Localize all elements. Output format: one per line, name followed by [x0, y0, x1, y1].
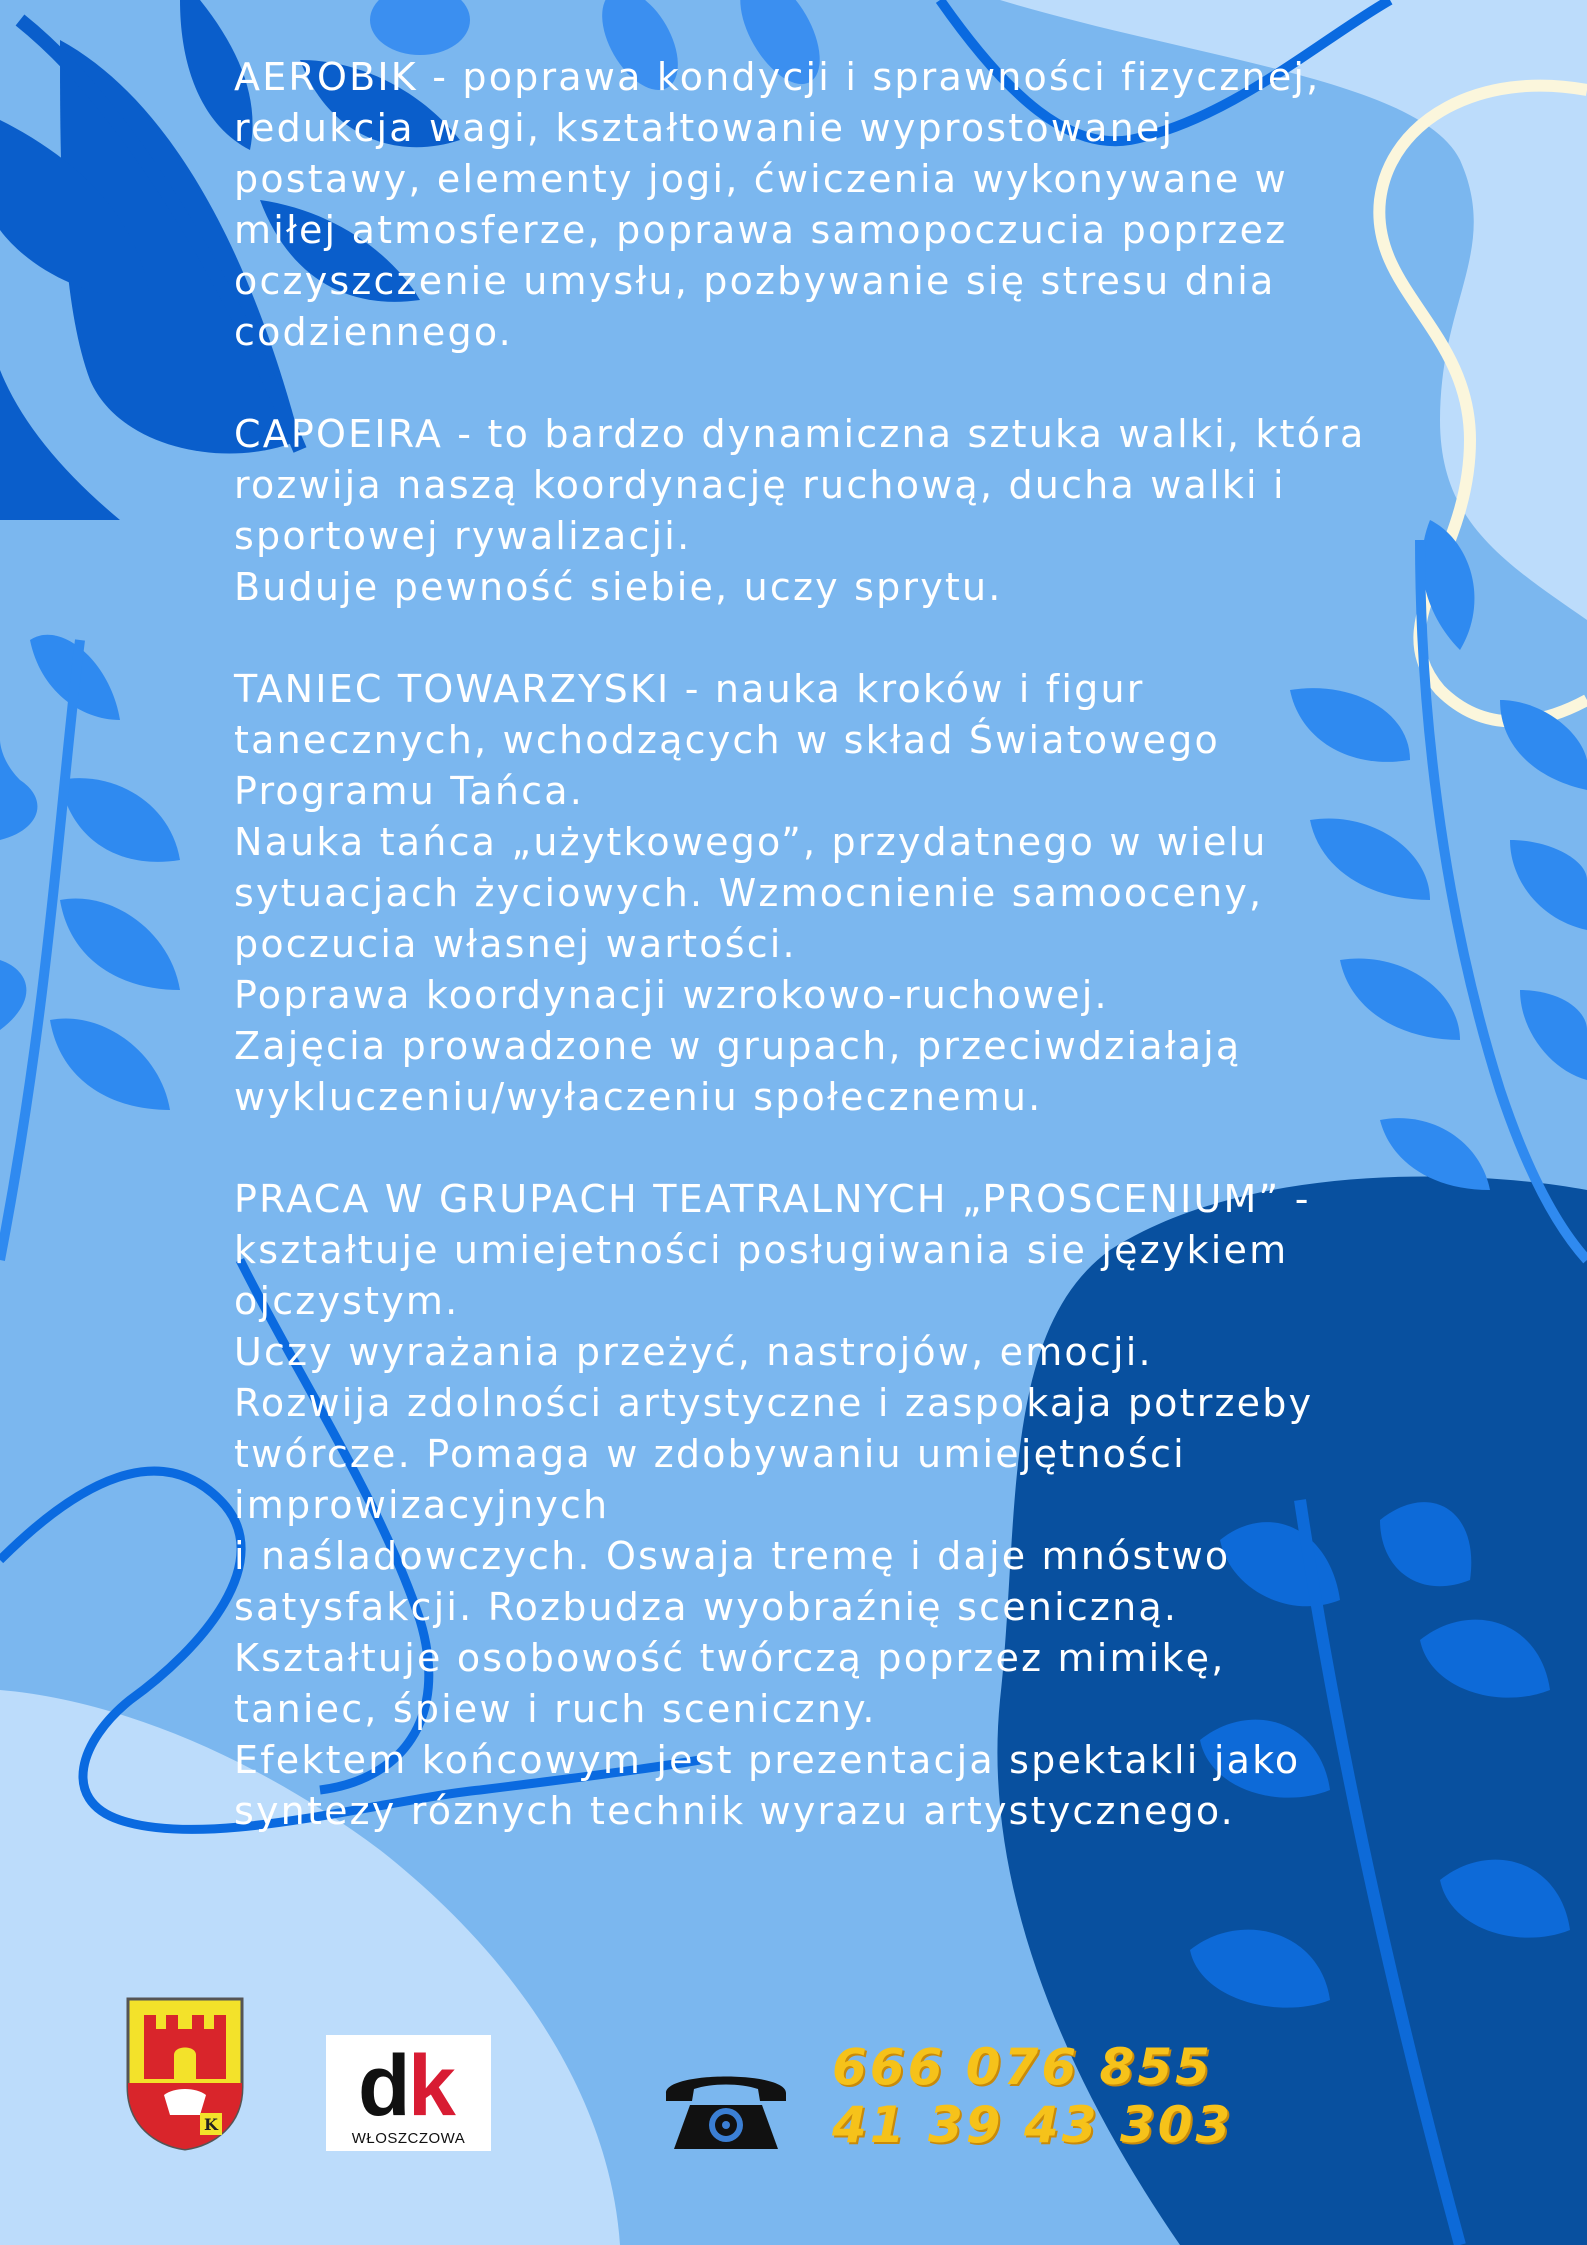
section-extra-text: Uczy wyrażania przeżyć, nastrojów, emocji. Rozwija zdolności artystyczne i zaspokaja potrzeby twórcze. Pomaga w zdobywaniu umiejętności improwizacyjnych i naśladowczych. Oswaja tremę i daje mnóstwo satysfakcji. Rozbudza wyobraźnię sceniczną. Kształtuje osobowość twórczą poprzez mimikę, taniec, śpiew i ruch sceniczny. Efektem końcowym jest prezentacja spektakli jako syntezy róznych technik wyrazu artystycznego. [234, 1330, 1314, 1833]
section-text: - nauka kroków i figur tanecznych, wchodzących w skład Światowego Programu Tańca. [234, 667, 1220, 813]
section-heading: TANIEC TOWARZYSKI [234, 667, 671, 711]
section-heading: AEROBIK [234, 55, 418, 99]
phone-numbers [832, 2038, 1233, 2154]
section-extra-text: Nauka tańca „użytkowego”, przydatnego w wielu sytuacjach życiowych. Wzmocnienie samooceny, poczucia własnej wartości. Poprawa koordynacji wzrokowo-ruchowej. Zajęcia prowadzone w grupach, przeciwdziałają wykluczeniu/wyłaczeniu społecznemu. [234, 820, 1268, 1119]
section-taniec-towarzyski [234, 664, 1374, 1123]
section-capoeira [234, 409, 1374, 613]
footer [0, 1990, 1587, 2170]
dk-logo-caption: WŁOSZCZOWA [351, 2130, 466, 2147]
activities-description [234, 52, 1374, 1888]
crest-letter: K [204, 2115, 218, 2134]
section-heading: PRACA W GRUPACH TEATRALNYCH „PROSCENIUM” [234, 1177, 1281, 1221]
section-extra-text: Buduje pewność siebie, uczy sprytu. [234, 565, 1003, 609]
phone-number-mobile[interactable]: 666 076 855 [832, 2038, 1213, 2096]
section-text: - poprawa kondycji i sprawności fizycznej, redukcja wagi, kształtowanie wyprostowanej postawy, elementy jogi, ćwiczenia wykonywane w miłej atmosferze, poprawa samopoczucia poprzez oczyszczenie umysłu, pozbywanie się stresu dnia codziennego. [234, 55, 1321, 354]
dk-logo [326, 2035, 491, 2151]
dk-logo-letter-d: d [358, 2038, 411, 2125]
town-crest-icon [124, 1995, 246, 2151]
section-aerobik [234, 52, 1374, 358]
section-heading: CAPOEIRA [234, 412, 444, 456]
section-praca-teatralna [234, 1174, 1374, 1837]
telephone-icon [660, 2065, 792, 2155]
section-text: - kształtuje umiejetności posługiwania sie językiem ojczystym. [234, 1177, 1311, 1323]
section-text: - to bardzo dynamiczna sztuka walki, która rozwija naszą koordynację ruchową, ducha walki i sportowej rywalizacji. [234, 412, 1366, 558]
phone-number-landline[interactable]: 41 39 43 303 [832, 2096, 1234, 2154]
dk-logo-letter-k: k [408, 2038, 456, 2125]
